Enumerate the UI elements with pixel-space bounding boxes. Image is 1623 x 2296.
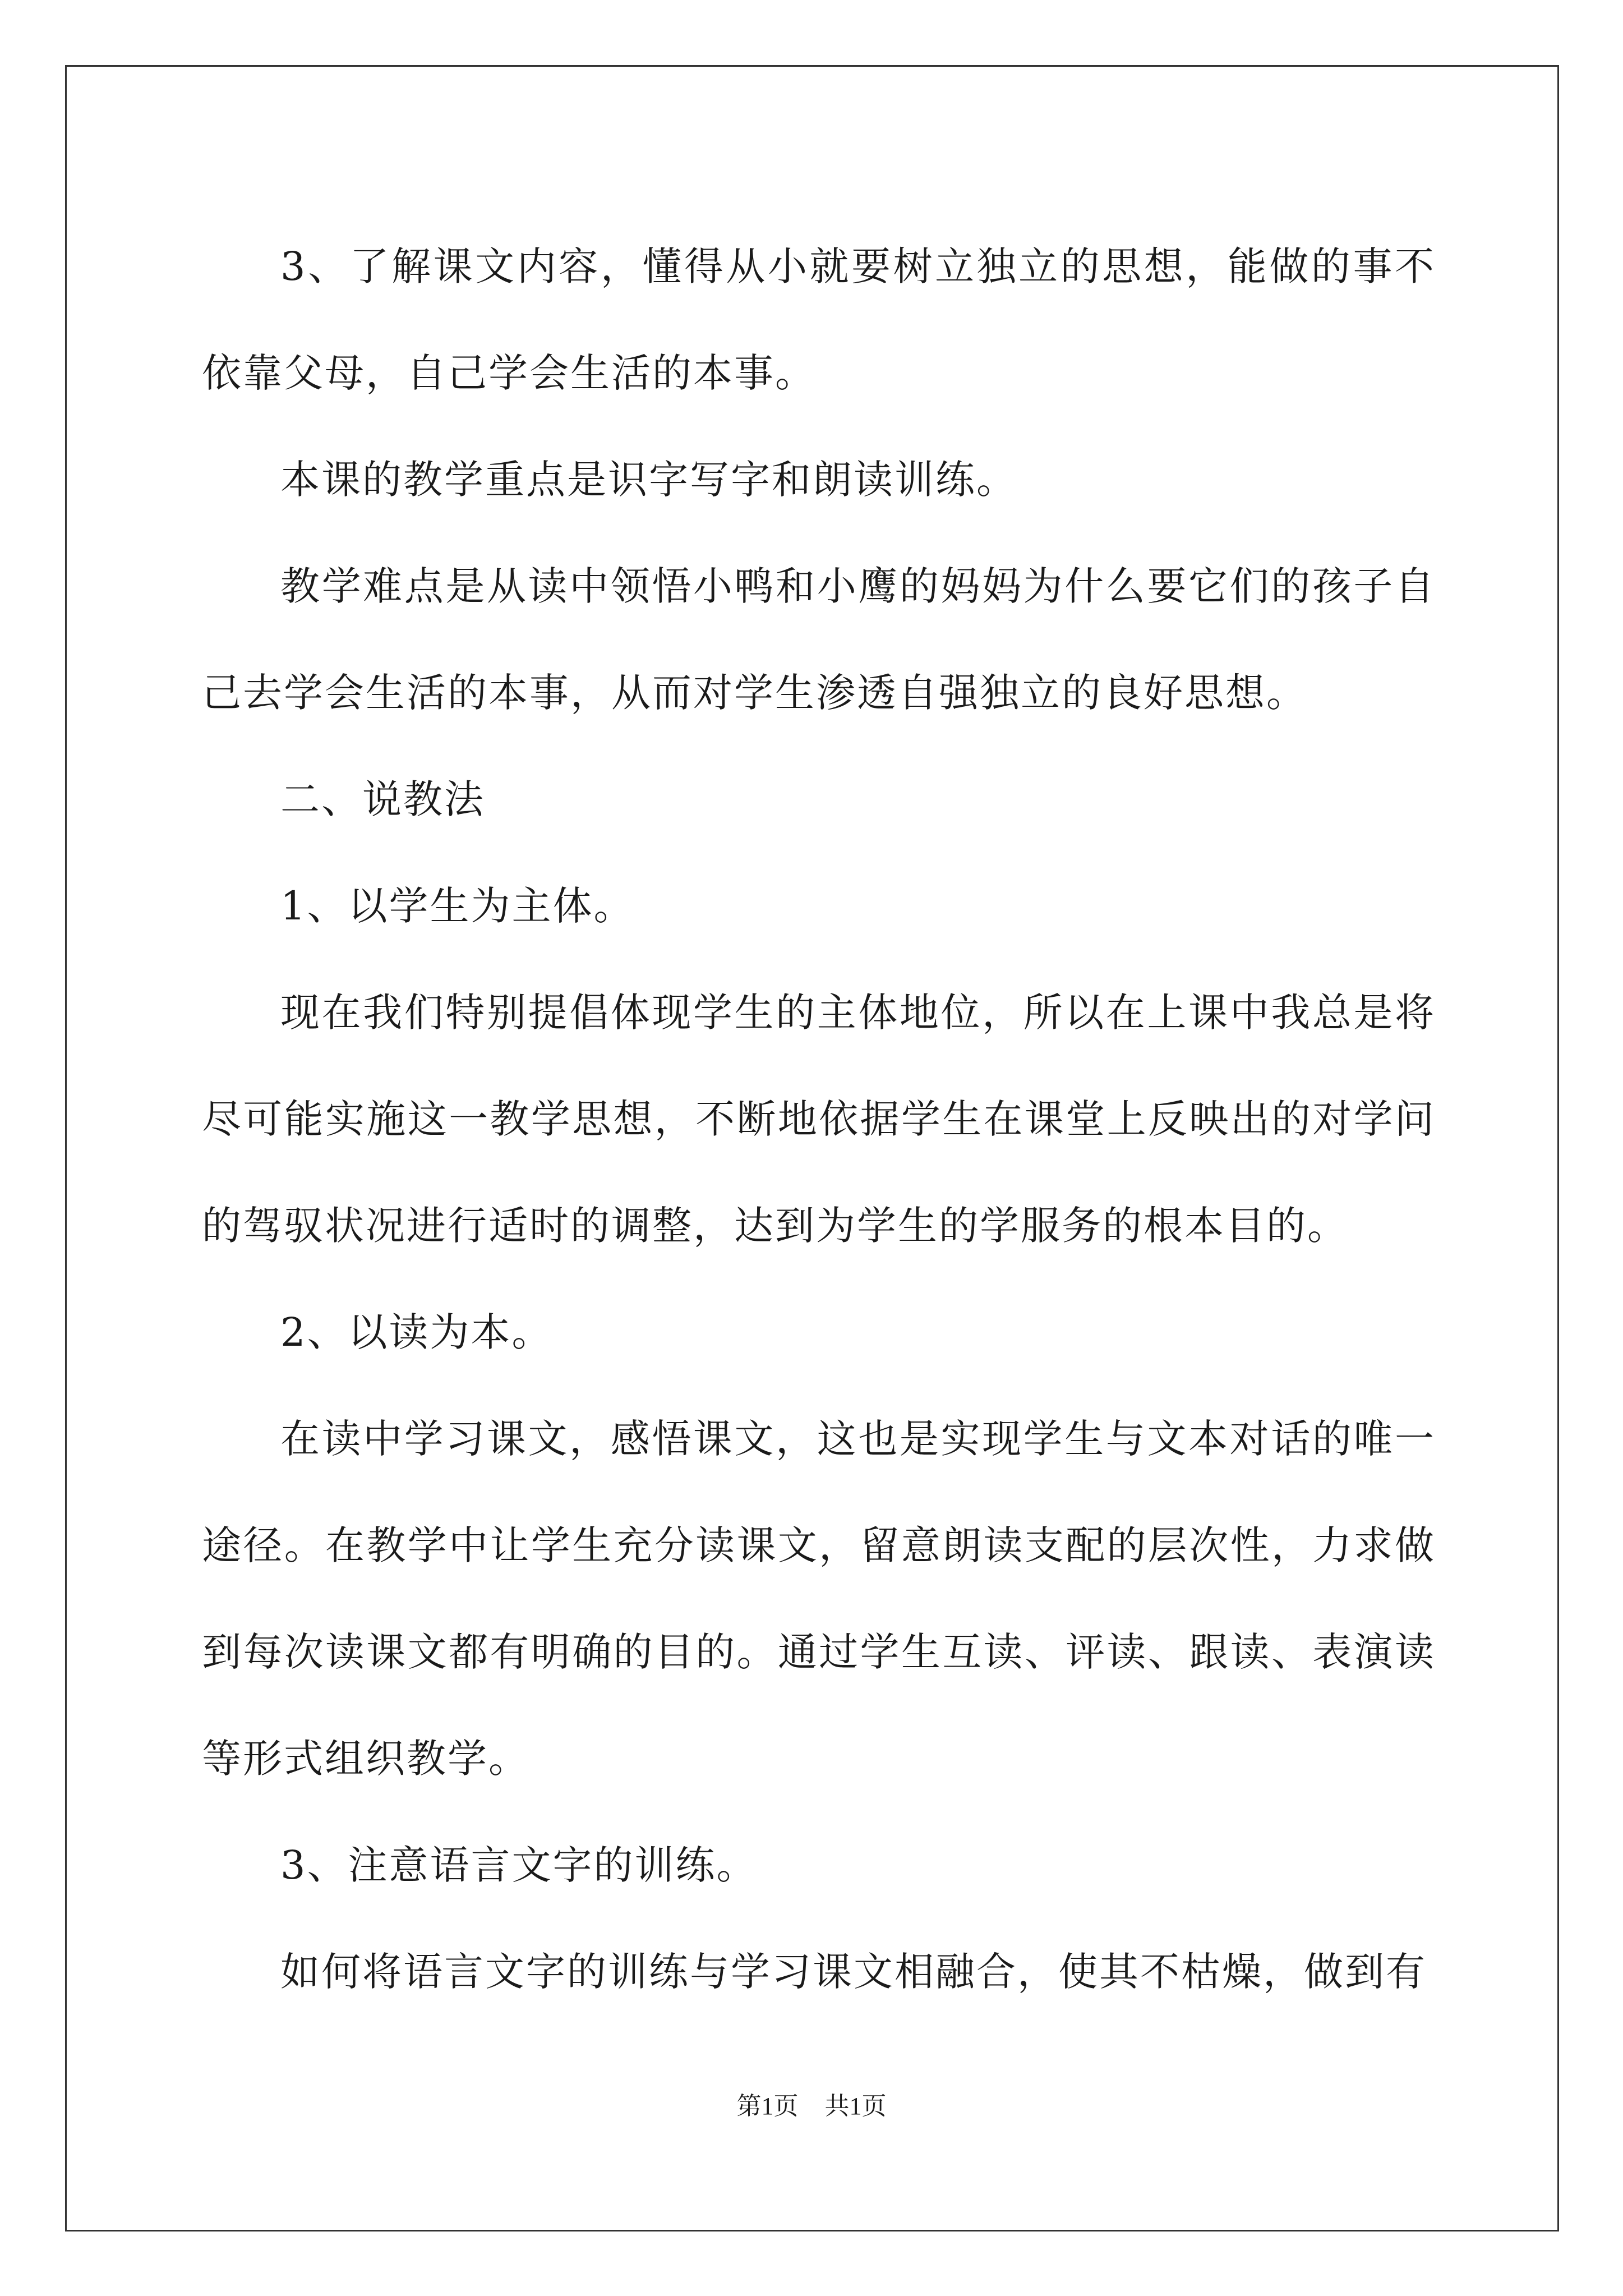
paragraph: 如何将语言文字的训练与学习课文相融合，使其不枯燥，做到有 — [280, 1949, 1427, 1995]
section-heading: 二、说教法 — [280, 776, 485, 822]
document-body — [202, 213, 1436, 2025]
paragraph: 现在我们特别提倡体现学生的主体地位，所以在上课中我总是将尽可能实施这一教学思想，不断地依据学生在课堂上反映出的对学问的驾驭状况进行适时的调整，达到为学生的学服务的根本目的。 — [202, 990, 1436, 1249]
paragraph: 在读中学习课文，感悟课文，这也是实现学生与文本对话的唯一途径。在教学中让学生充分读课文，留意朗读支配的层次性，力求做到每次读课文都有明确的目的。通过学生互读、评读、跟读、表演读等形式组织教学。 — [202, 1416, 1436, 1782]
page-footer — [0, 2086, 1623, 2122]
subsection-heading: 3、注意语言文字的训练。 — [280, 1842, 758, 1888]
paragraph: 教学难点是从读中领悟小鸭和小鹰的妈妈为什么要它们的孩子自己去学会生活的本事，从而对学生渗透自强独立的良好思想。 — [202, 563, 1436, 716]
subsection-heading: 1、以学生为主体。 — [280, 883, 635, 929]
subsection-heading: 2、以读为本。 — [280, 1309, 553, 1355]
page-total: 共1页 — [824, 2092, 887, 2120]
page-number: 第1页 — [736, 2092, 799, 2120]
paragraph: 3、了解课文内容，懂得从小就要树立独立的思想，能做的事不依靠父母，自己学会生活的本事。 — [202, 243, 1436, 396]
paragraph: 本课的教学重点是识字写字和朗读训练。 — [280, 457, 1017, 503]
